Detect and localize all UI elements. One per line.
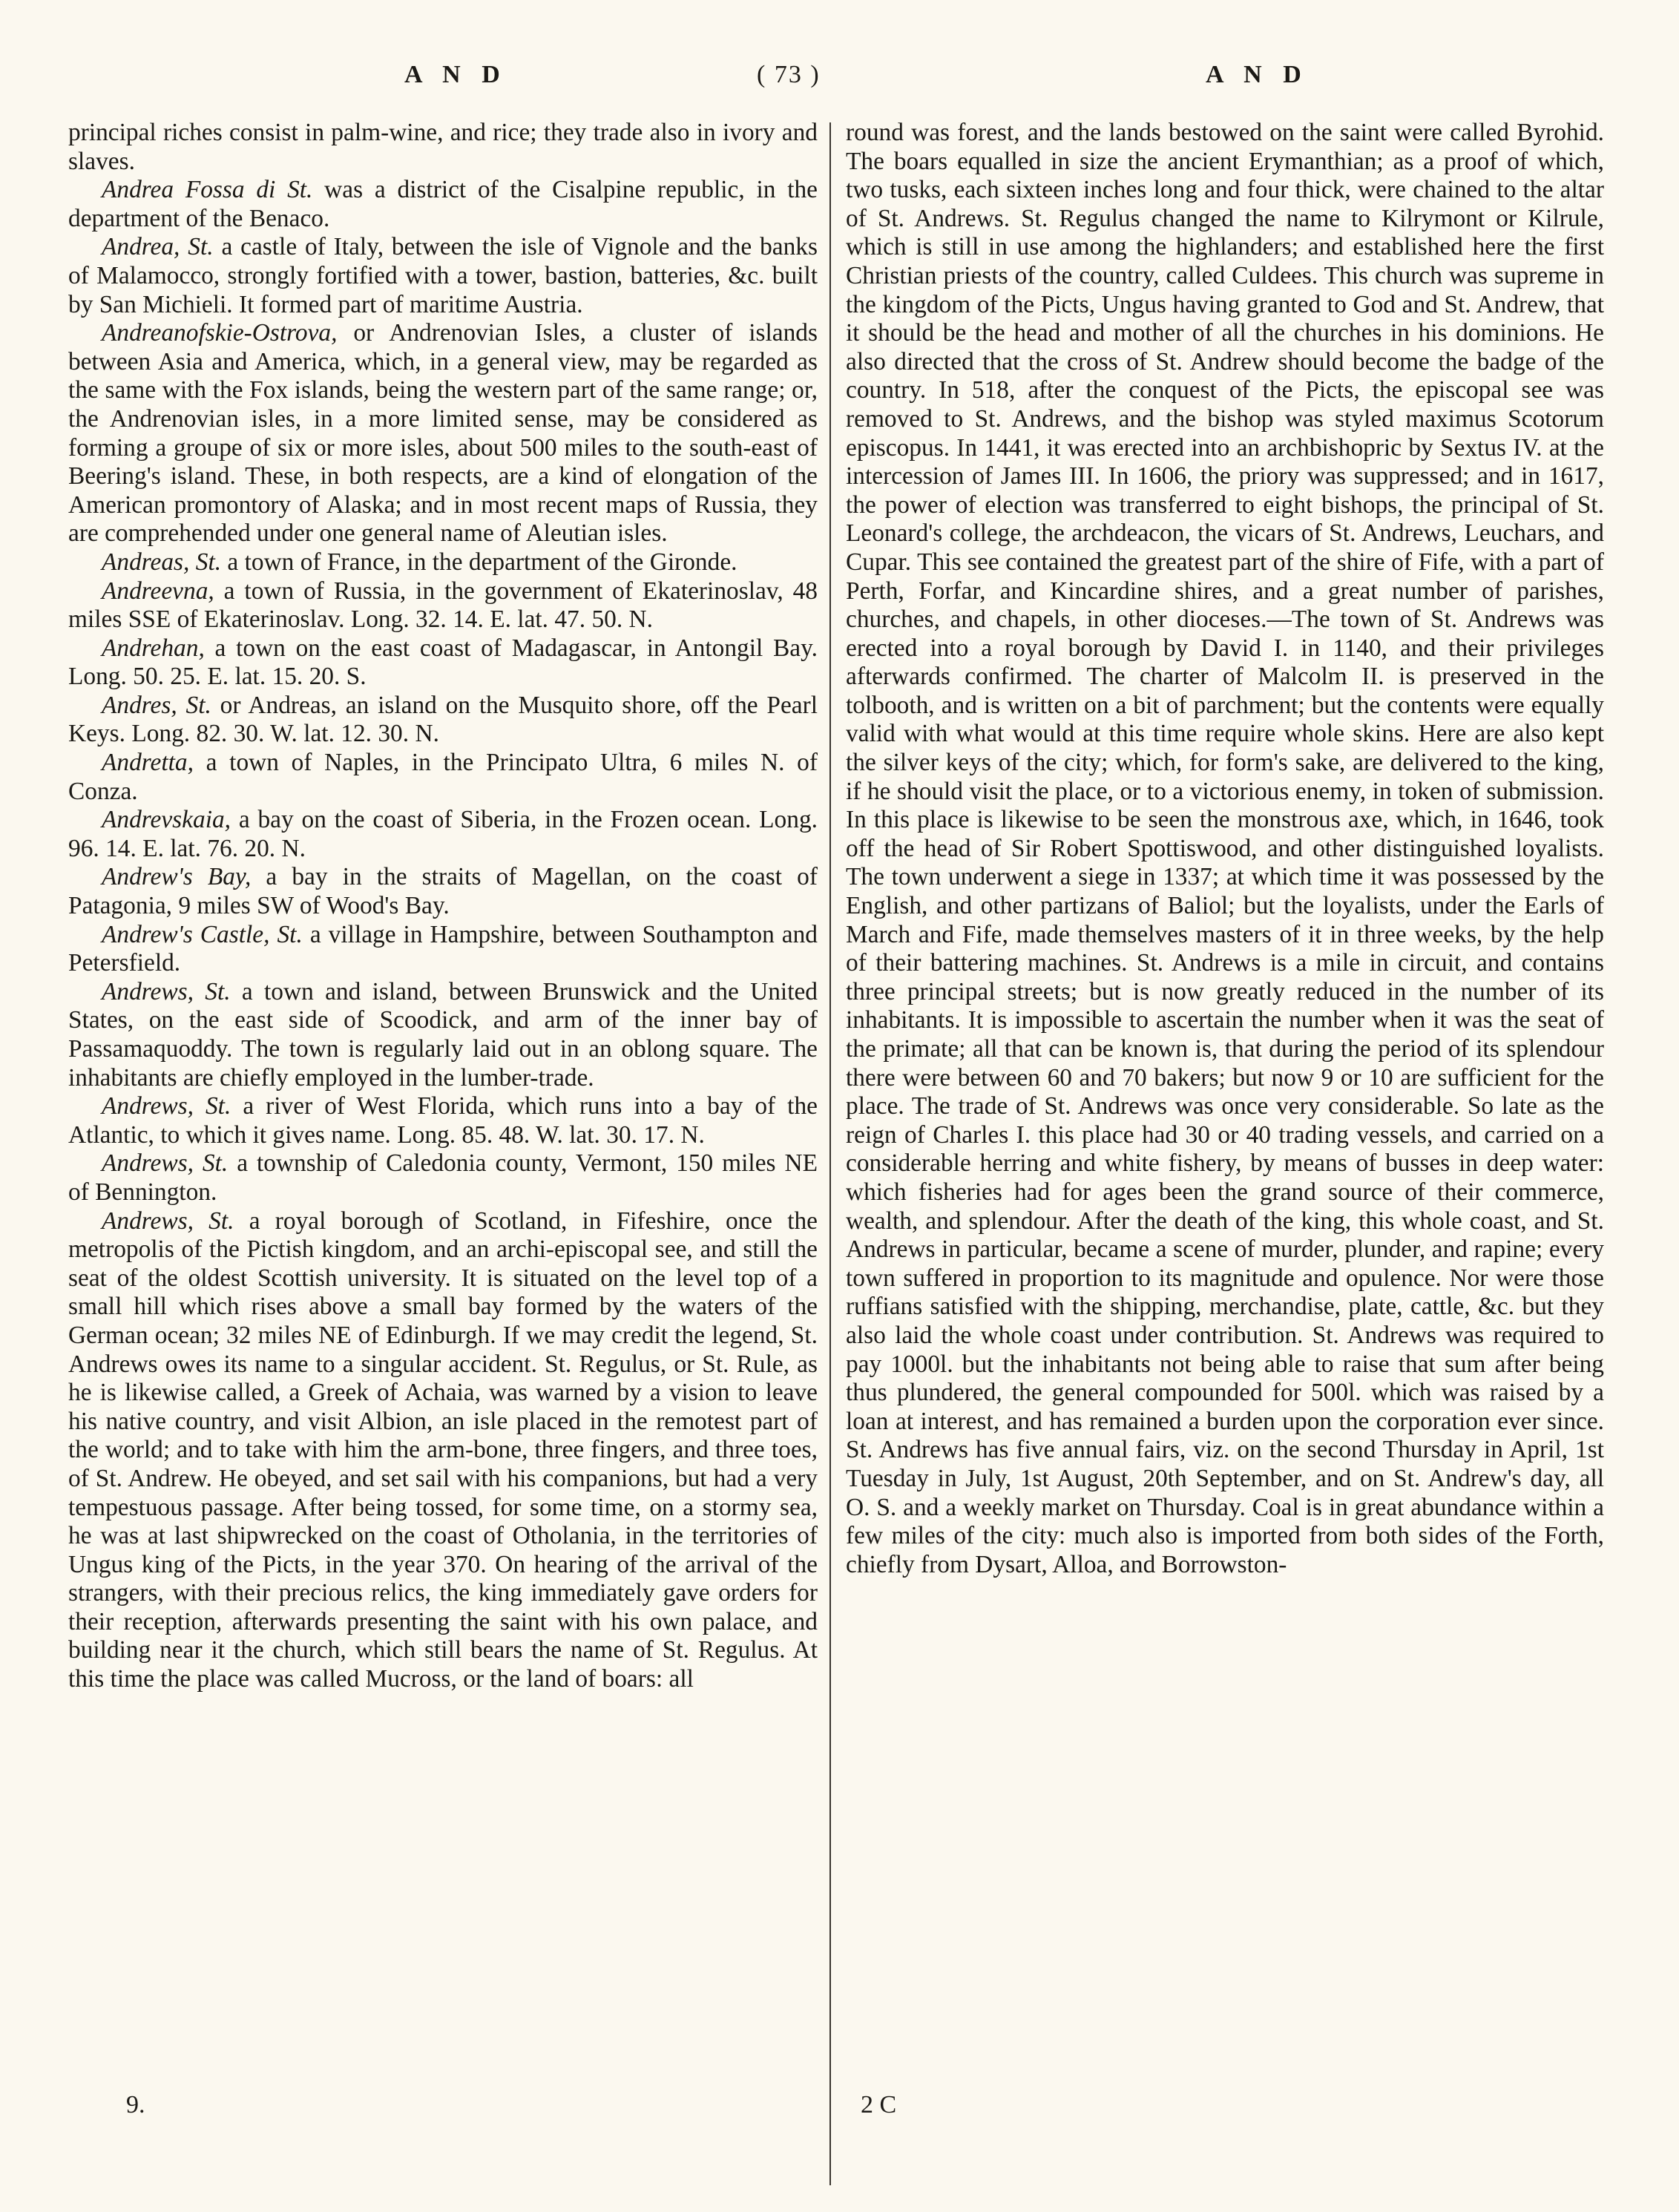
running-head: [0, 61, 1679, 98]
entry-term: Andreas, St.: [102, 548, 222, 576]
entry-term: Andrea Fossa di St.: [102, 176, 313, 204]
entry-text: was a district of the Cisalpine republic, in the department of the Benaco.: [68, 176, 818, 232]
entry-term: Andreevna,: [102, 577, 214, 605]
page-number: ( 73 ): [757, 61, 821, 88]
entry-text: a castle of Italy, between the isle of Vignole and the banks of Malamocco, strongly fortified with a tower, bastion, batteries, &c. built by San Michieli. It formed part of maritime Austria.: [68, 233, 818, 318]
entry-term: Andretta,: [102, 749, 194, 777]
gazetteer-entry: [68, 319, 818, 548]
entry-term: Andreanofskie-Ostrova,: [102, 319, 338, 347]
entry-text: a village in Hampshire, between Southampton and Petersfield.: [68, 920, 818, 977]
entry-text: or Andrenovian Isles, a cluster of islands between Asia and America, which, in a general view, may be regarded as the same with the Fox islands, being the western part of the same range; or, the Andrenovian isles, in a more limited sense, may be considered as forming a groupe of six or more isles, about 500 miles to the south-east of Beering's island. These, in both respects, are a kind of elongation of the American promontory of Alaska; and in most recent maps of Russia, they are comprehended under one general name of Aleutian isles.: [68, 319, 818, 548]
gazetteer-entry: [68, 176, 818, 233]
entry-term: Andres, St.: [102, 691, 211, 719]
entry-text: a town on the east coast of Madagascar, in Antongil Bay. Long. 50. 25. E. lat. 15. 20. S.: [68, 634, 818, 691]
column-rule: [829, 122, 831, 2185]
continuation-paragraph: round was forest, and the lands bestowed on the saint were called Byrohid. The boars equalled in size the ancient Erymanthian; as a proof of which, two tusks, each sixteen inches long and four thick, were chained to the altar of St. Andrews. St. Regulus changed the name to Kilrymont or Kilrule, which is still in use among the highlanders; and established here the first Christian priests of the country, called Culdees. This church was supreme in the kingdom of the Picts, Ungus having granted to God and St. Andrew, that it should be the head and mother of all the churches in his dominions. He also directed that the cross of St. Andrew should become the badge of the country. In 518, after the conquest of the Picts, the episcopal see was removed to St. Andrews, and the bishop was styled maximus Scotorum episcopus. In 1441, it was erected into an archbishopric by Sextus IV. at the intercession of James III. In 1606, the priory was suppressed; and in 1617, the power of election was transferred to eight bishops, the principal of St. Leonard's college, the archdeacon, the vicars of St. Andrews, Leuchars, and Cupar. This see contained the greatest part of the shire of Fife, with a part of Perth, Forfar, and Kincardine shires, and a great number of parishes, churches, and chapels, in other dioceses.—The town of St. Andrews was erected into a royal borough by David I. in 1140, and their privileges afterwards confirmed. The charter of Malcolm II. is preserved in the tolbooth, and is written on a bit of parchment; but the contents were equally valid with what would at this time require whole skins. Here are also kept the silver keys of the city; which, for form's sake, are delivered to the king, if he should visit the place, or to a victorious enemy, in token of submission. In this place is likewise to be seen the monstrous axe, which, in 1646, took off the head of Sir Robert Spottiswood, and other distinguished loyalists. The town underwent a siege in 1337; at which time it was possessed by the English, and other partizans of Baliol; but the loyalists, under the Earls of March and Fife, made themselves masters of it in three weeks, by the help of their battering machines. St. Andrews is a mile in circuit, and contains three principal streets; but is now greatly reduced in the number of its inhabitants. It is impossible to ascertain the number when it was the seat of the primate; all that can be known is, that during the period of its splendour there were between 60 and 70 bakers; but now 9 or 10 are sufficient for the place. The trade of St. Andrews was once very considerable. So late as the reign of Charles I. this place had 30 or 40 trading vessels, and carried on a considerable herring and white fishery, by means of busses in deep water: which fisheries had for ages been the grand source of their commerce, wealth, and splendour. After the death of the king, this whole coast, and St. Andrews in particular, became a scene of murder, plunder, and rapine; every town suffered in proportion to its magnitude and opulence. Nor were those ruffians satisfied with the shipping, merchandise, plate, cattle, &c. but they also laid the whole coast under contribution. St. Andrews was required to pay 1000l. but the inhabitants not being able to raise that sum after being thus plundered, the general compounded for 500l. which was raised by a loan at interest, and has remained a burden upon the corporation ever since. St. Andrews has five annual fairs, viz. on the second Thursday in April, 1st Tuesday in July, 1st August, 20th September, and on St. Andrew's day, all O. S. and a weekly market on Thursday. Coal is in great abundance within a few miles of the city: much also is imported from both sides of the Forth, chiefly from Dysart, Alloa, and Borrowston-: [846, 119, 1604, 1578]
gazetteer-entry: [68, 692, 818, 749]
entry-list: [68, 176, 818, 1693]
gazetteer-entry: [68, 577, 818, 634]
entry-term: Andrea, St.: [102, 233, 214, 261]
entry-term: Andrews, St.: [102, 1207, 234, 1235]
entry-term: Andrews, St.: [102, 977, 231, 1005]
entry-text: a bay in the straits of Magellan, on the coast of Patagonia, 9 miles SW of Wood's Bay.: [68, 863, 818, 920]
entry-text: a town of Russia, in the government of Ekaterinoslav, 48 miles SSE of Ekaterinoslav. Long. 32. 14. E. lat. 47. 50. N.: [68, 577, 818, 634]
entry-text: a royal borough of Scotland, in Fifeshire, once the metropolis of the Pictish kingdom, and an archi-episcopal see, and still the seat of the oldest Scottish university. It is situated on the level top of a small hill which rises above a small bay formed by the waters of the German ocean; 32 miles NE of Edinburgh. If we may credit the legend, St. Andrews owes its name to a singular accident. St. Regulus, or St. Rule, as he is likewise called, a Greek of Achaia, was warned by a vision to leave his native country, and visit Albion, an isle placed in the remotest part of the world; and to take with him the arm-bone, three fingers, and three toes, of St. Andrew. He obeyed, and set sail with his companions, but had a very tempestuous passage. After being tossed, for some time, on a stormy sea, he was at last shipwrecked on the coast of Otholania, in the territories of Ungus king of the Picts, in the year 370. On hearing of the arrival of the strangers, with their precious relics, the king immediately gave orders for their reception, afterwards presenting the saint with his own palace, and building near it the church, which still bears the name of St. Regulus. At this time the place was called Mucross, or the land of boars: all: [68, 1207, 818, 1693]
signature-mark: 2 C: [861, 2091, 897, 2119]
continuation-paragraph: principal riches consist in palm-wine, and rice; they trade also in ivory and slaves.: [68, 119, 818, 175]
gazetteer-entry: [68, 233, 818, 319]
entry-term: Andrew's Castle, St.: [102, 920, 303, 948]
entry-term: Andrevskaia,: [102, 806, 231, 834]
entry-text: a town of France, in the department of the Gironde.: [221, 548, 737, 576]
entry-text: a town and island, between Brunswick and the United States, on the east side of Scoodick, and arm of the inner bay of Passamaquoddy. The town is regularly laid out in an oblong square. The inhabitants are chiefly employed in the lumber-trade.: [68, 977, 818, 1092]
gazetteer-entry: [68, 548, 818, 577]
gazetteer-entry: [68, 863, 818, 920]
gazetteer-entry: [68, 634, 818, 692]
gazetteer-entry: [68, 1149, 818, 1207]
entry-text: a township of Caledonia county, Vermont, 150 miles NE of Bennington.: [68, 1149, 818, 1206]
entry-term: Andrews, St.: [102, 1092, 231, 1120]
gazetteer-entry: [68, 978, 818, 1092]
left-column: [68, 119, 818, 1694]
running-head-left: A N D: [404, 61, 507, 88]
gazetteer-entry: [68, 749, 818, 806]
right-column: [846, 119, 1604, 1579]
gazetteer-entry: [68, 921, 818, 978]
volume-mark: 9.: [126, 2091, 145, 2119]
entry-term: Andrew's Bay,: [102, 863, 252, 891]
entry-text: a bay on the coast of Siberia, in the Frozen ocean. Long. 96. 14. E. lat. 76. 20. N.: [68, 806, 818, 862]
entry-text: a town of Naples, in the Principato Ultra, 6 miles N. of Conza.: [68, 749, 818, 805]
entry-text: or Andreas, an island on the Musquito shore, off the Pearl Keys. Long. 82. 30. W. lat. 12. 30. N.: [68, 691, 818, 748]
running-head-right: A N D: [1206, 61, 1309, 88]
entry-term: Andrews, St.: [102, 1149, 229, 1178]
gazetteer-entry: [68, 806, 818, 863]
entry-text: a river of West Florida, which runs into a bay of the Atlantic, to which it gives name. Long. 85. 48. W. lat. 30. 17. N.: [68, 1092, 818, 1149]
gazetteer-entry: [68, 1207, 818, 1694]
gazetteer-entry: [68, 1092, 818, 1149]
entry-term: Andrehan,: [102, 634, 205, 662]
